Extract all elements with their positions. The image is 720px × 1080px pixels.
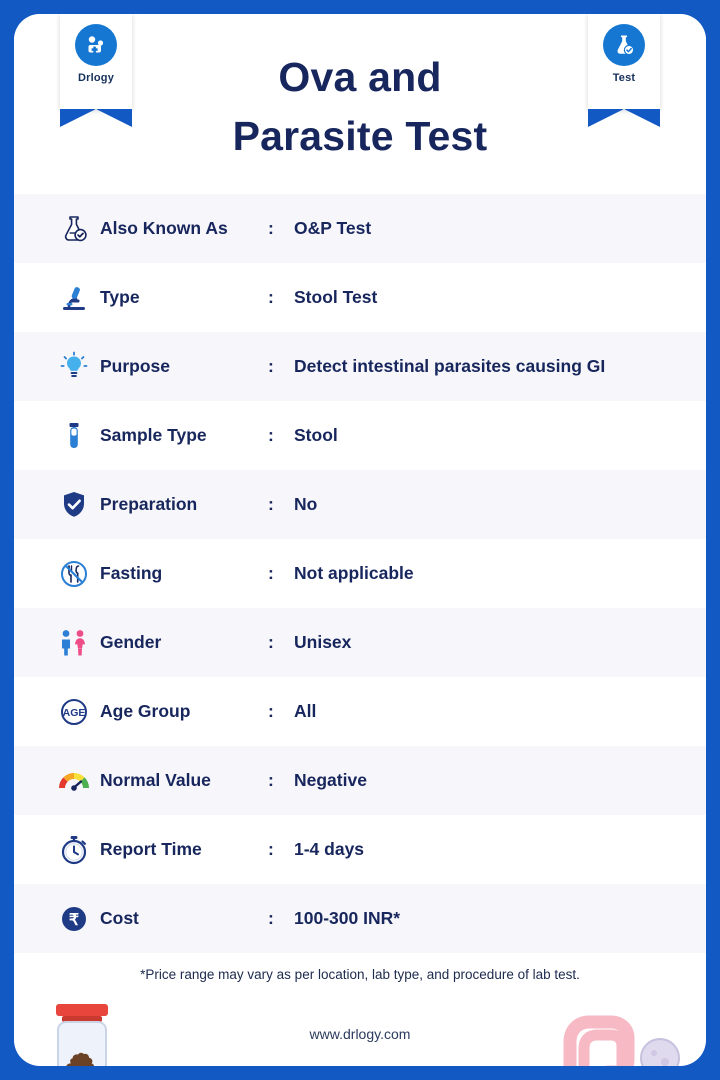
gauge-icon — [48, 758, 100, 804]
detail-label: Normal Value — [100, 770, 211, 790]
detail-label: Report Time — [100, 839, 202, 859]
detail-label: Cost — [100, 908, 139, 928]
detail-value: All — [294, 701, 317, 721]
detail-separator: : — [268, 218, 274, 238]
brand-ribbon — [60, 14, 132, 110]
detail-label: Age Group — [100, 701, 191, 721]
details-list — [14, 190, 706, 953]
svg-text:AGE: AGE — [62, 706, 86, 719]
detail-value: Not applicable — [294, 563, 414, 583]
detail-value: Negative — [294, 770, 367, 790]
detail-row-sample-type — [14, 401, 706, 470]
no-food-icon — [48, 551, 100, 597]
detail-row-also-known-as — [14, 194, 706, 263]
detail-separator: : — [268, 632, 274, 652]
microscope-icon — [48, 275, 100, 321]
detail-separator: : — [268, 908, 274, 928]
header — [14, 14, 706, 190]
stopwatch-icon — [48, 827, 100, 873]
detail-label: Also Known As — [100, 218, 228, 238]
detail-separator: : — [268, 770, 274, 790]
stool-sample-container-icon — [42, 996, 122, 1066]
detail-value: 100-300 INR* — [294, 908, 401, 928]
detail-value: No — [294, 494, 318, 514]
detail-value: Detect intestinal parasites causing GI — [294, 356, 606, 376]
page-title-line2: Parasite Test — [232, 113, 488, 160]
detail-row-gender — [14, 608, 706, 677]
detail-separator: : — [268, 563, 274, 583]
detail-row-cost — [14, 884, 706, 953]
detail-label: Preparation — [100, 494, 198, 514]
detail-value: Stool — [294, 425, 338, 445]
detail-separator: : — [268, 287, 274, 307]
detail-separator: : — [268, 701, 274, 721]
detail-row-normal-value — [14, 746, 706, 815]
page-title — [144, 48, 576, 167]
test-ribbon — [588, 14, 660, 110]
detail-row-age-group — [14, 677, 706, 746]
age-icon — [48, 689, 100, 735]
footer — [14, 982, 706, 1066]
brand-ribbon-label: Drlogy — [77, 72, 115, 84]
bulb-icon — [48, 344, 100, 390]
detail-label: Purpose — [100, 356, 171, 376]
detail-row-report-time — [14, 815, 706, 884]
test-flask-icon — [603, 24, 645, 66]
info-card — [14, 14, 706, 1066]
drlogy-logo-icon — [75, 24, 117, 66]
detail-label: Sample Type — [100, 425, 207, 445]
gender-icon — [48, 620, 100, 666]
shield-check-icon — [48, 482, 100, 528]
detail-label: Type — [100, 287, 140, 307]
detail-separator: : — [268, 425, 274, 445]
detail-value: O&P Test — [294, 218, 372, 238]
svg-text:₹: ₹ — [68, 911, 80, 929]
page-title-line1: Ova and — [278, 54, 442, 100]
detail-row-type — [14, 263, 706, 332]
test-tube-icon — [48, 413, 100, 459]
detail-label: Fasting — [100, 563, 163, 583]
flask-icon — [48, 206, 100, 252]
rupee-icon — [48, 896, 100, 942]
detail-separator: : — [268, 356, 274, 376]
intestine-illustration — [548, 998, 688, 1066]
detail-separator: : — [268, 839, 274, 859]
detail-row-purpose — [14, 332, 706, 401]
test-ribbon-label: Test — [612, 72, 636, 84]
detail-value: Unisex — [294, 632, 352, 652]
detail-row-fasting — [14, 539, 706, 608]
price-disclaimer: *Price range may vary as per location, lab type, and procedure of lab test. — [140, 967, 580, 982]
detail-separator: : — [268, 494, 274, 514]
detail-value: Stool Test — [294, 287, 378, 307]
detail-row-preparation — [14, 470, 706, 539]
website-url: www.drlogy.com — [309, 1026, 411, 1042]
detail-value: 1-4 days — [294, 839, 365, 859]
detail-label: Gender — [100, 632, 162, 652]
